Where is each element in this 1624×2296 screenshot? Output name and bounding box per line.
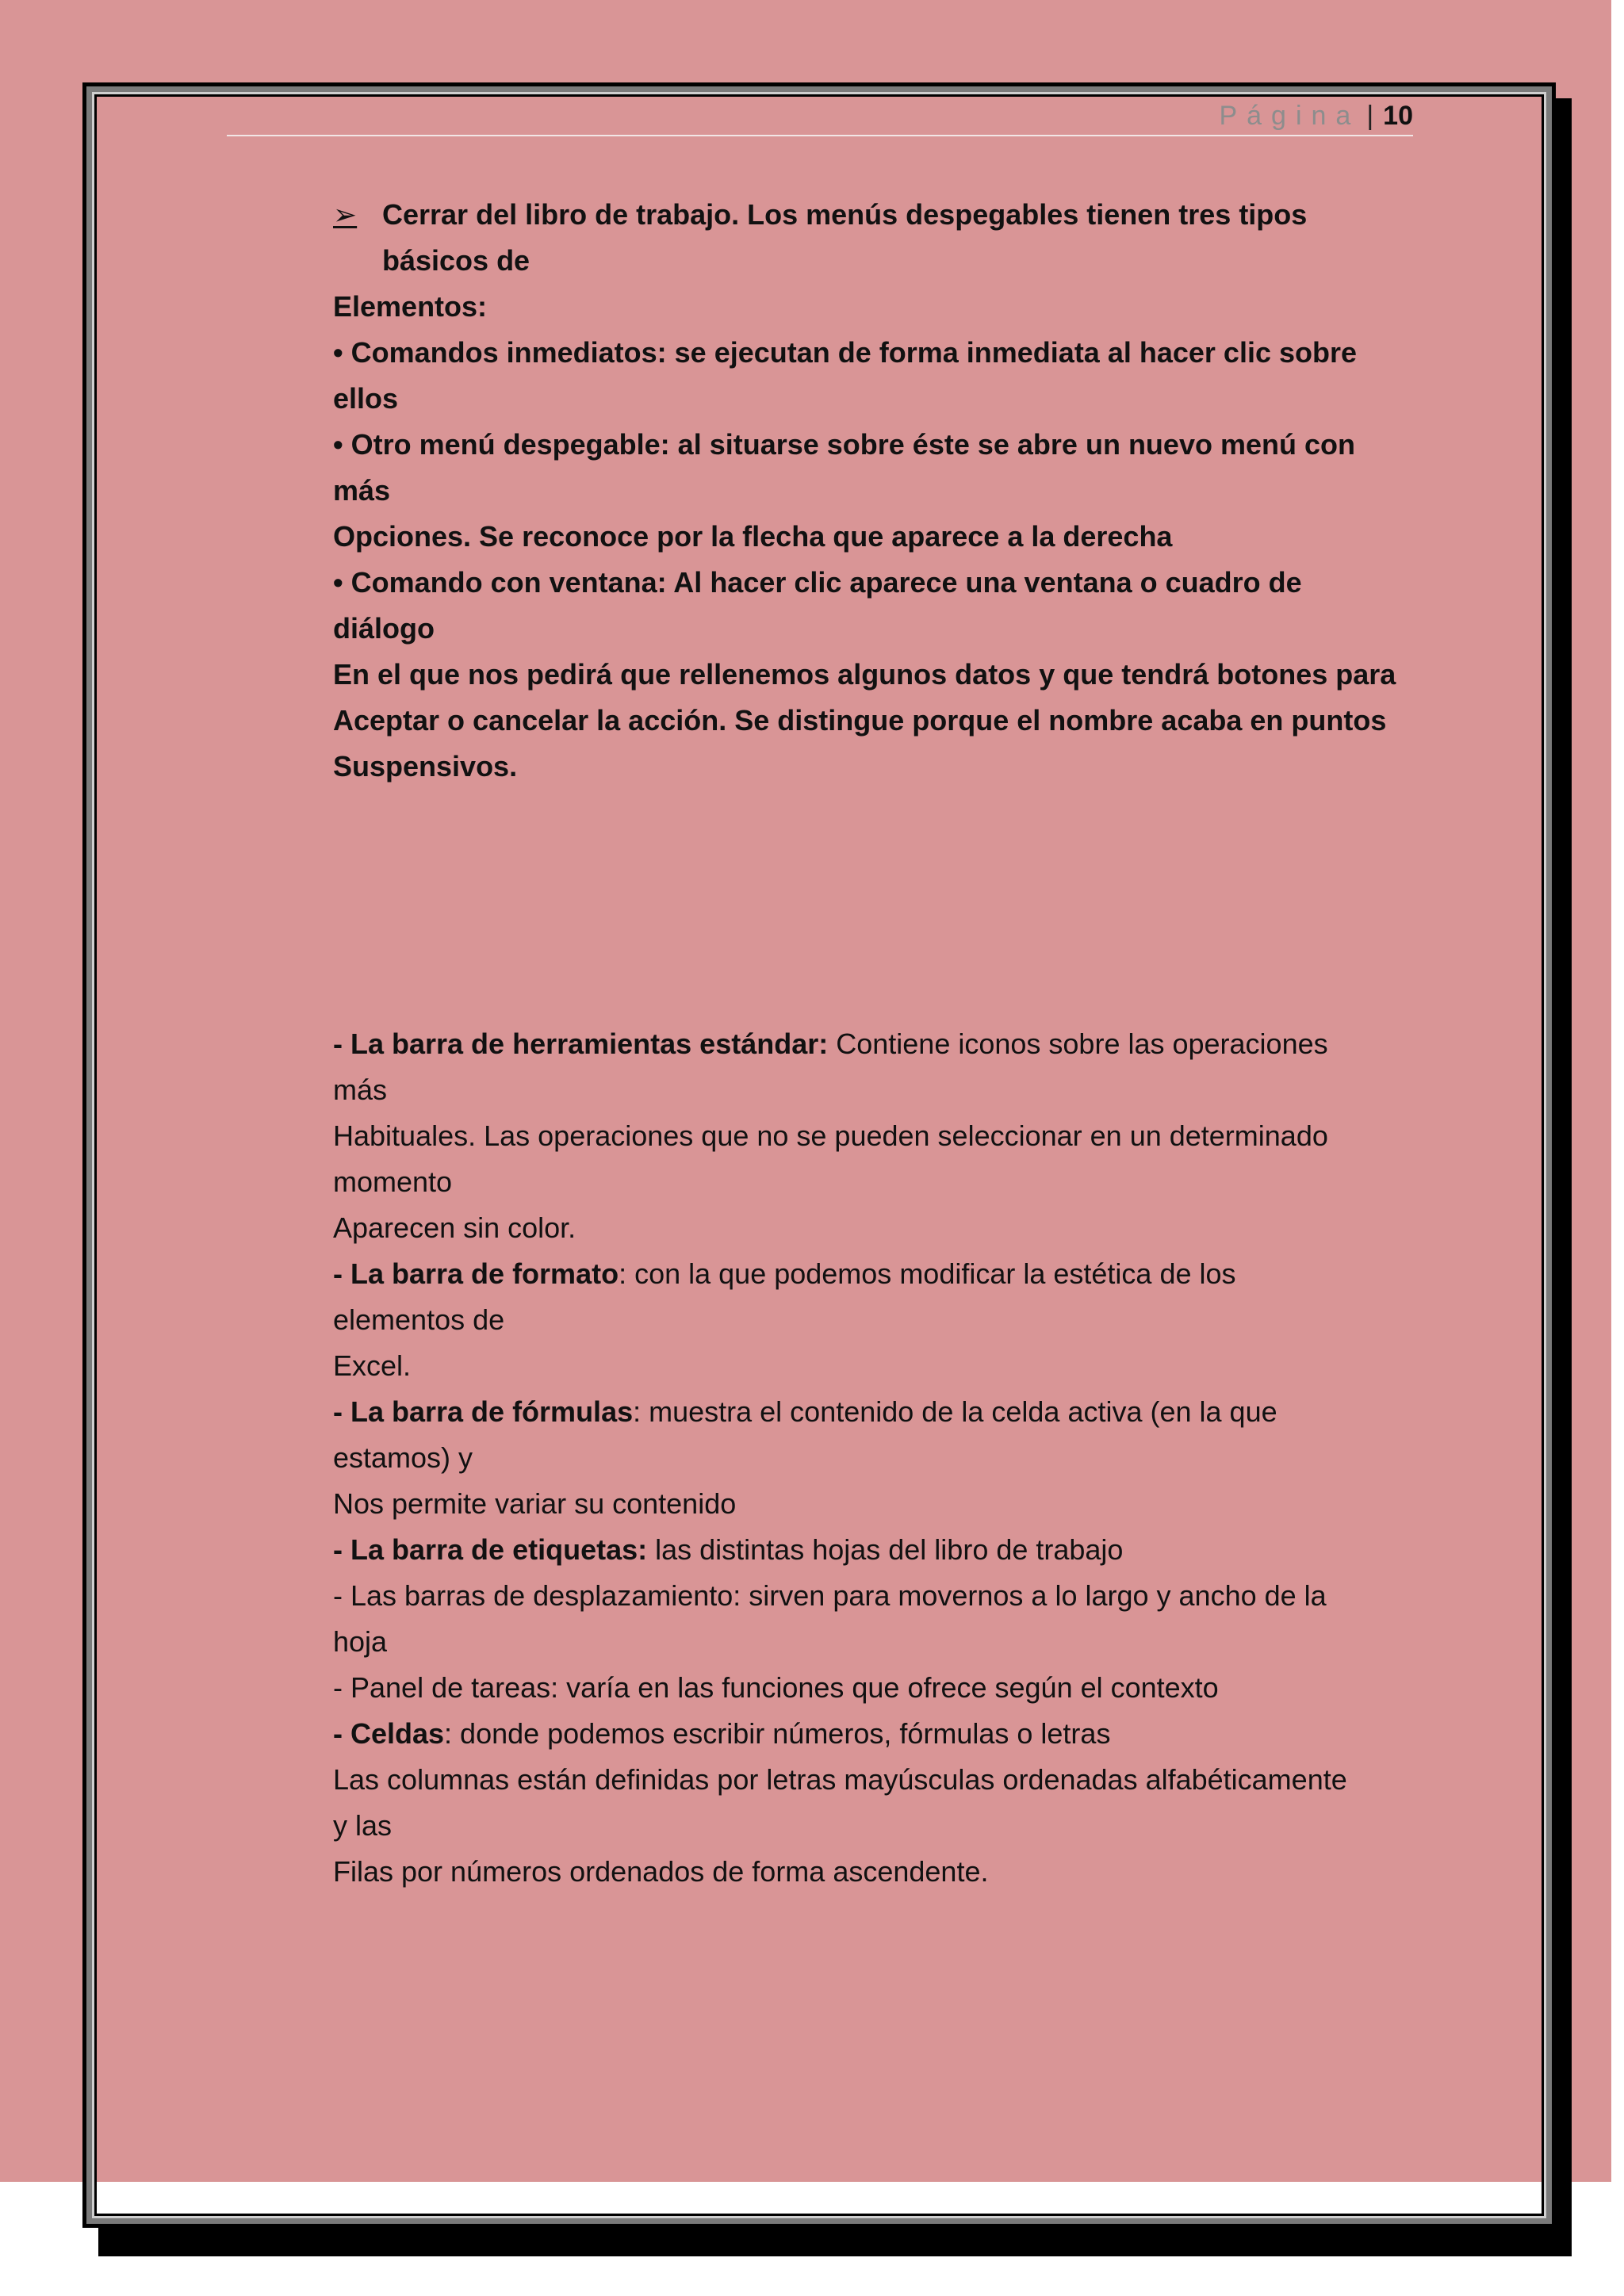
bold-term: - La barra de herramientas estándar: — [333, 1027, 829, 1060]
line-text: Filas por números ordenados de forma ascendente. — [333, 1855, 989, 1888]
text-line: • Comandos inmediatos: se ejecutan de forma inmediata al hacer clic sobre — [333, 336, 1358, 369]
text-line: diálogo — [333, 612, 435, 645]
bold-term: - La barra de fórmulas — [333, 1395, 634, 1428]
text-line — [333, 1251, 1419, 1297]
text-line: Cerrar del libro de trabajo. Los menús despegables tienen tres tipos — [382, 198, 1308, 231]
text-line — [333, 1849, 1419, 1895]
text-line — [333, 1113, 1419, 1159]
bullet-arrow-line — [333, 192, 1419, 238]
text-line — [333, 1435, 1419, 1481]
blank-gap — [333, 790, 1419, 1021]
page-label: Página — [1219, 101, 1361, 131]
line-text: Nos permite variar su contenido — [333, 1487, 737, 1520]
text-line — [333, 1343, 1419, 1389]
menu-elements-section — [333, 192, 1419, 790]
line-text: Excel. — [333, 1349, 412, 1382]
line-text: momento — [333, 1165, 453, 1198]
text-line — [333, 1159, 1419, 1205]
bold-term: - La barra de etiquetas: — [333, 1533, 648, 1566]
page-bottom-strip — [97, 2182, 1542, 2214]
text-line — [333, 1205, 1419, 1251]
page-separator: | — [1366, 101, 1374, 131]
text-line — [333, 1297, 1419, 1343]
text-line — [333, 1389, 1419, 1435]
line-text: y las — [333, 1809, 393, 1842]
page-number-label — [1219, 100, 1413, 132]
page-header — [227, 97, 1413, 136]
line-text: Habituales. Las operaciones que no se pueden seleccionar en un determinado — [333, 1119, 1328, 1152]
bold-term: - Celdas — [333, 1717, 445, 1750]
text-line — [333, 1573, 1419, 1619]
line-text: : donde podemos escribir números, fórmulas o letras — [444, 1717, 1111, 1750]
text-line: básicos de — [382, 244, 530, 277]
text-line — [333, 1665, 1419, 1711]
text-line — [333, 1803, 1419, 1849]
line-text: : muestra el contenido de la celda activa (en la que — [633, 1395, 1277, 1428]
text-line: ellos — [333, 382, 399, 415]
text-line — [333, 1619, 1419, 1665]
document-body — [333, 192, 1419, 1895]
text-line: más — [333, 474, 391, 507]
line-text: hoja — [333, 1625, 388, 1658]
line-text: elementos de — [333, 1303, 505, 1336]
text-line — [333, 1527, 1419, 1573]
line-text: estamos) y — [333, 1441, 473, 1474]
line-text: más — [333, 1073, 388, 1106]
page-number: 10 — [1383, 101, 1413, 131]
text-line: Aceptar o cancelar la acción. Se distingue porque el nombre acaba en puntos — [333, 704, 1387, 737]
text-line: En el que nos pedirá que rellenemos algunos datos y que tendrá botones para — [333, 658, 1396, 691]
line-text: - Las barras de desplazamiento: sirven para movernos a lo largo y ancho de la — [333, 1579, 1327, 1612]
text-line: Elementos: — [333, 290, 488, 323]
line-text: - Panel de tareas: varía en las funciones que ofrece según el contexto — [333, 1671, 1219, 1704]
line-text: : con la que podemos modificar la estética de los — [619, 1257, 1236, 1290]
text-line: Suspensivos. — [333, 750, 518, 783]
toolbar-description-section — [333, 1021, 1419, 1895]
line-text: las distintas hojas del libro de trabajo — [647, 1533, 1124, 1566]
text-line — [333, 1757, 1419, 1803]
text-line — [333, 1021, 1419, 1067]
text-line — [333, 1481, 1419, 1527]
line-text: Aparecen sin color. — [333, 1211, 576, 1244]
text-line: Opciones. Se reconoce por la flecha que aparece a la derecha — [333, 520, 1173, 553]
line-text: Contiene iconos sobre las operaciones — [828, 1027, 1328, 1060]
text-line: • Otro menú despegable: al situarse sobre éste se abre un nuevo menú con — [333, 428, 1355, 461]
text-line — [333, 1711, 1419, 1757]
text-line: • Comando con ventana: Al hacer clic aparece una ventana o cuadro de — [333, 566, 1302, 599]
arrow-bullet-icon: ➢ — [333, 198, 358, 231]
line-text: Las columnas están definidas por letras mayúsculas ordenadas alfabéticamente — [333, 1763, 1347, 1796]
text-line — [333, 1067, 1419, 1113]
bold-term: - La barra de formato — [333, 1257, 619, 1290]
